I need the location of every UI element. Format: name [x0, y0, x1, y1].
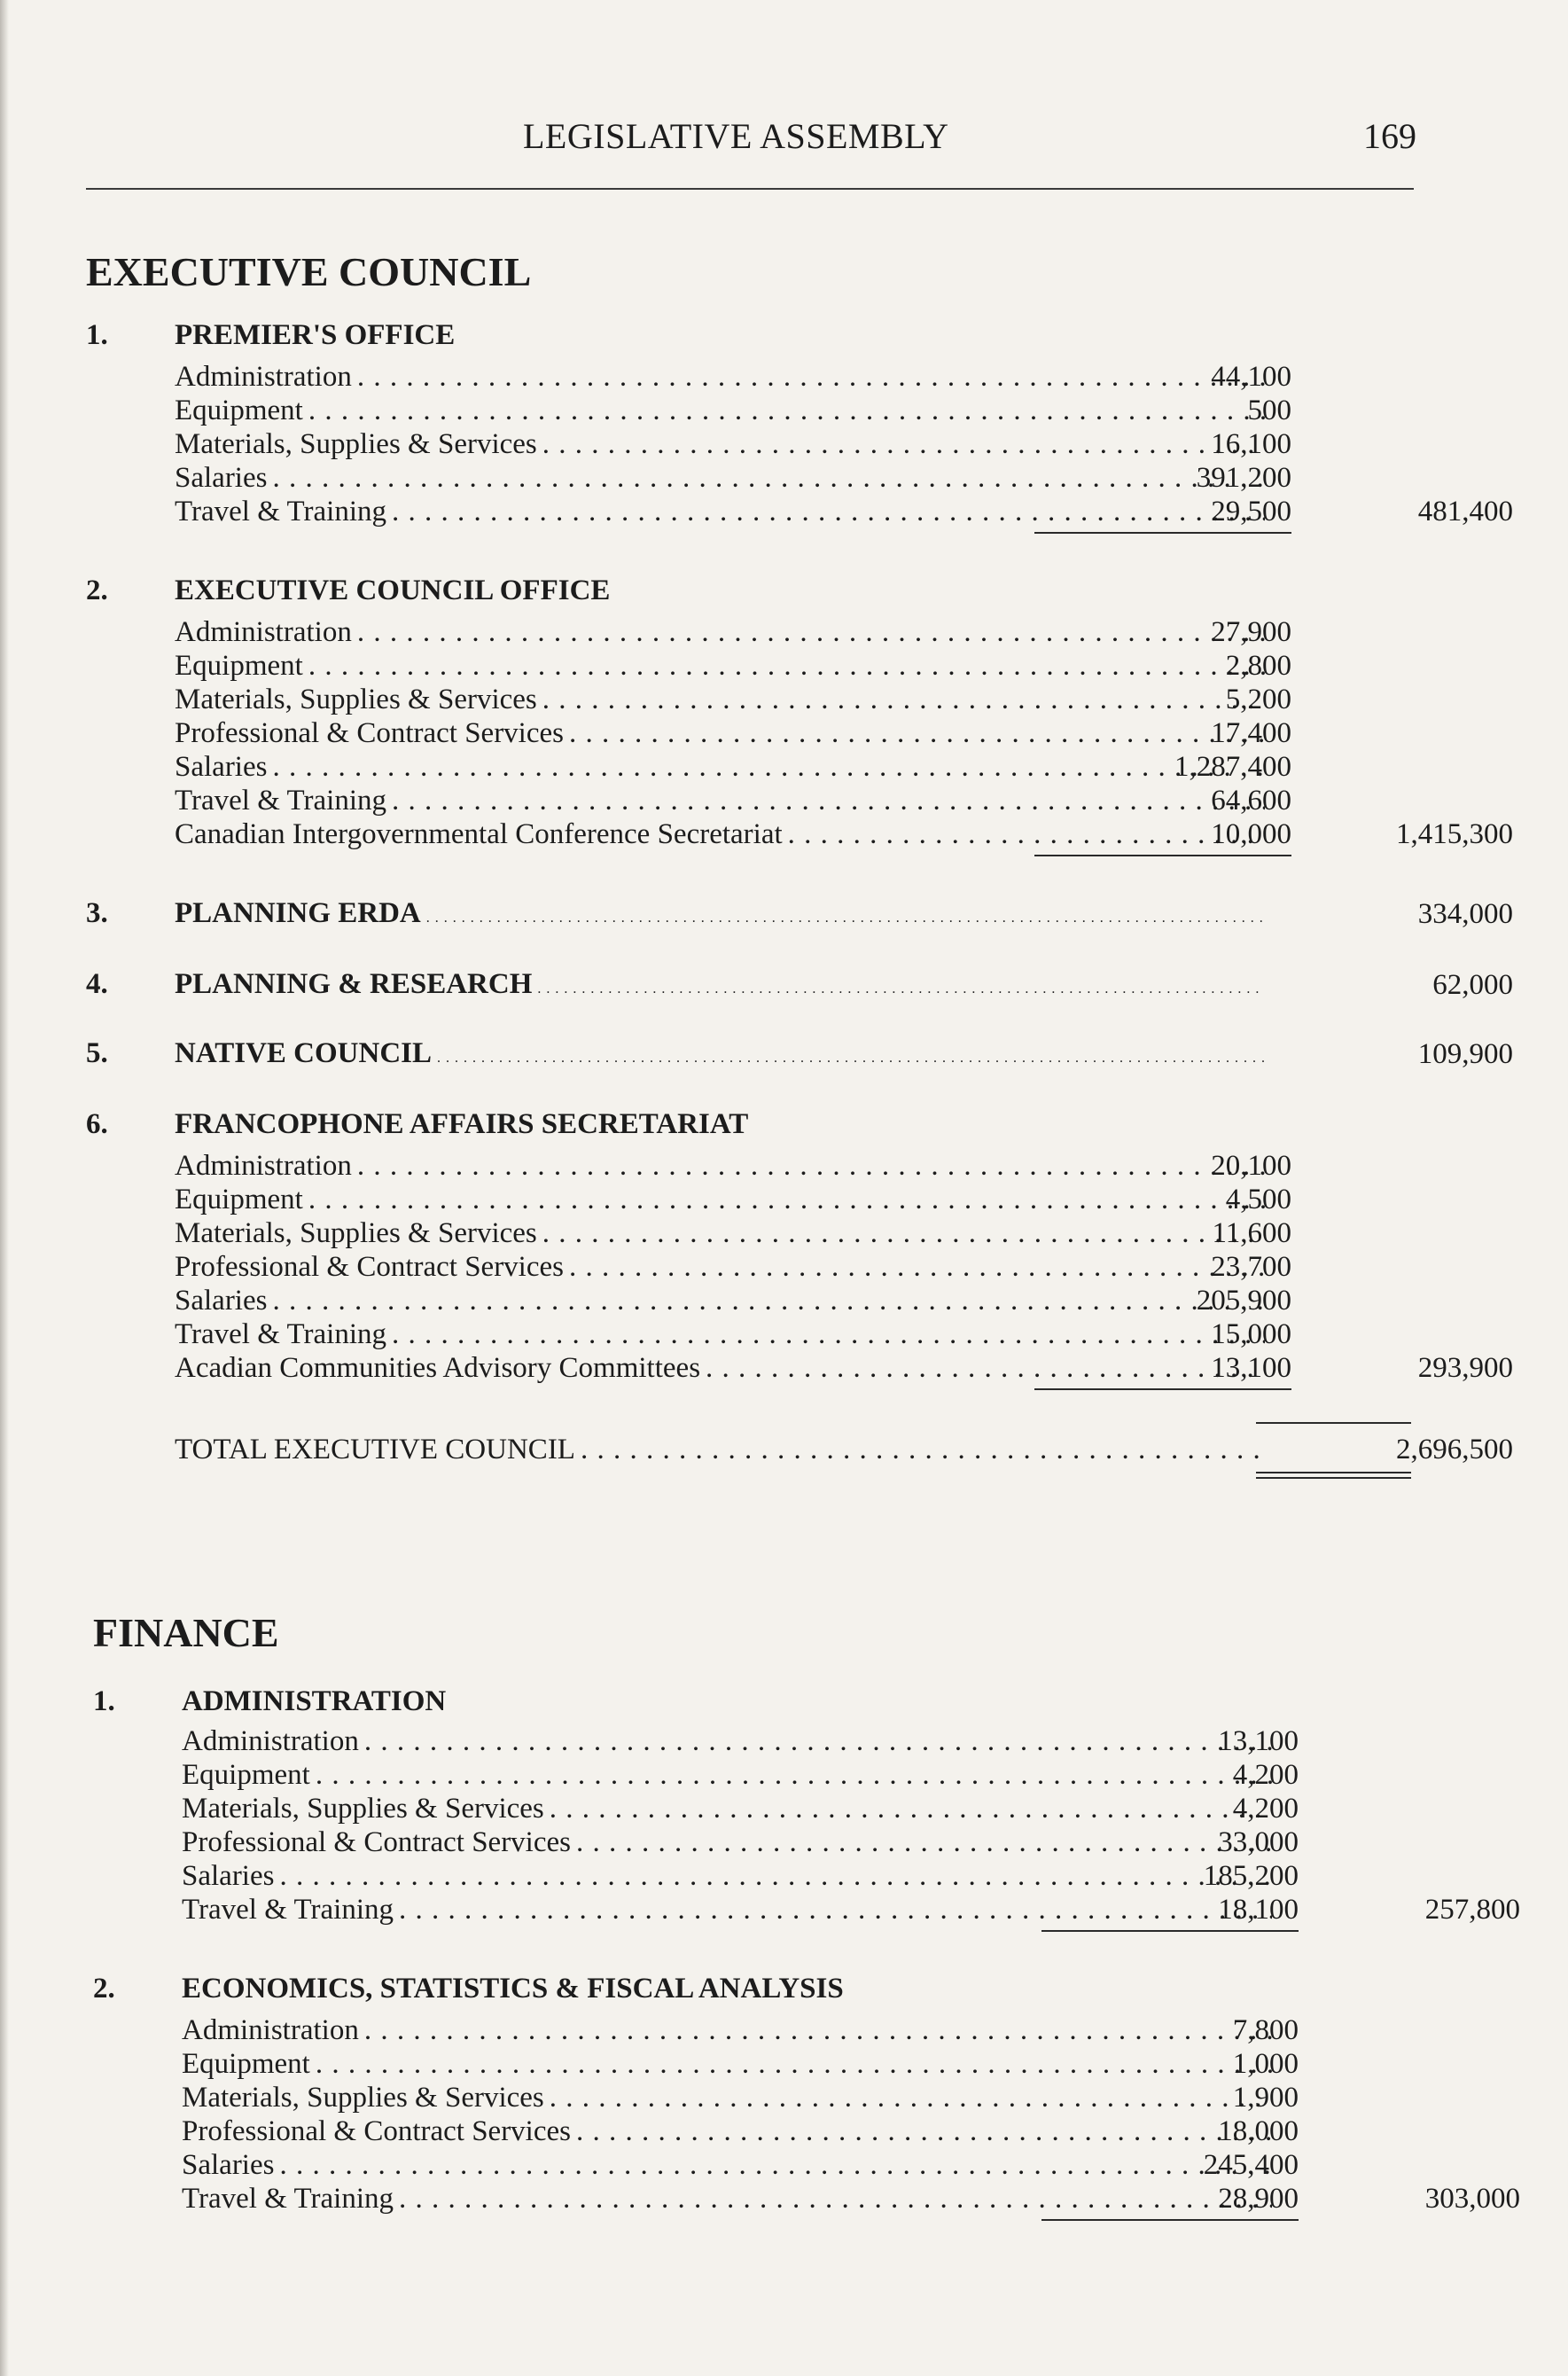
item-title: NATIVE COUNCIL [175, 1037, 433, 1069]
grand-total-double-rule-2 [1256, 1477, 1411, 1479]
line-label: Salaries [182, 2149, 275, 2181]
item-total: 303,000 [1424, 2183, 1520, 2215]
line-amount: 1,000 [1232, 2048, 1299, 2080]
line-label: Salaries [175, 751, 268, 783]
running-title: LEGISLATIVE ASSEMBLY [523, 116, 949, 156]
item-title: EXECUTIVE COUNCIL OFFICE [175, 574, 611, 606]
grand-total-double-rule-1 [1256, 1472, 1411, 1473]
page-number: 169 [1363, 116, 1416, 156]
line-amount: 185,200 [1203, 1860, 1299, 1892]
line-amount: 4,200 [1232, 1793, 1299, 1825]
line-amount: 205,900 [1196, 1285, 1291, 1317]
line-label: Administration [175, 616, 352, 648]
item-number: 1. [93, 1685, 115, 1717]
running-header [0, 115, 1568, 168]
grand-total-line [175, 1433, 1274, 1466]
line-amount: 28,900 [1218, 2183, 1299, 2215]
line-label: Equipment [182, 1759, 310, 1791]
dot-leader [426, 911, 1265, 926]
dot-leader [537, 981, 1265, 997]
item-title: ADMINISTRATION [182, 1685, 447, 1717]
line-amount: 11,600 [1212, 1217, 1291, 1249]
item-total: 481,400 [1417, 496, 1513, 528]
line-label: Canadian Intergovernmental Conference Secretariat [175, 818, 783, 850]
item-total: 293,900 [1417, 1352, 1513, 1384]
line-amount: 391,200 [1196, 462, 1291, 494]
subtotal-rule [1034, 532, 1291, 534]
line-label: Salaries [182, 1860, 275, 1892]
line-label: Travel & Training [182, 1894, 394, 1926]
item-number: 1. [86, 319, 108, 351]
line-amount: 23,700 [1211, 1251, 1291, 1283]
item-title: PREMIER'S OFFICE [175, 319, 456, 351]
item-number: 5. [86, 1037, 108, 1069]
section-title: EXECUTIVE COUNCIL [86, 249, 532, 294]
line-label: Travel & Training [175, 1318, 386, 1350]
line-label: Professional & Contract Services [175, 717, 564, 749]
page-edge-shadow [0, 0, 9, 2376]
line-label: Professional & Contract Services [175, 1251, 564, 1283]
item-number: 2. [93, 1973, 115, 2005]
line-amount: 29,500 [1211, 496, 1291, 528]
line-amount: 15,000 [1211, 1318, 1291, 1350]
line-amount: 245,400 [1203, 2149, 1299, 2181]
line-label: Materials, Supplies & Services [175, 1217, 537, 1249]
line-label: Professional & Contract Services [182, 2115, 571, 2147]
line-amount: 7,800 [1232, 2014, 1299, 2046]
item-number: 6. [86, 1108, 108, 1140]
item-total: 62,000 [1432, 969, 1513, 1001]
line-label: Equipment [175, 395, 303, 426]
line-amount: 33,000 [1218, 1826, 1299, 1858]
line-label: Salaries [175, 1285, 268, 1317]
line-amount: 16,100 [1211, 428, 1291, 460]
dot-leader [437, 1051, 1265, 1067]
line-label: Acadian Communities Advisory Committees [175, 1352, 701, 1384]
line-label: Travel & Training [182, 2183, 394, 2215]
item-number: 4. [86, 968, 108, 1000]
line-label: Administration [182, 2014, 359, 2046]
line-amount: 64,600 [1211, 785, 1291, 817]
grand-total-amount: 2,696,500 [1396, 1434, 1513, 1465]
subtotal-rule [1041, 1930, 1299, 1932]
line-label: Administration [182, 1725, 359, 1757]
line-label: Equipment [175, 1184, 303, 1215]
line-label: Materials, Supplies & Services [182, 2082, 544, 2114]
line-label: Materials, Supplies & Services [175, 684, 537, 715]
header-rule [86, 188, 1414, 190]
line-label: Equipment [182, 2048, 310, 2080]
item-number: 3. [86, 897, 108, 929]
item-total: 257,800 [1424, 1894, 1520, 1926]
line-amount: 500 [1247, 395, 1291, 426]
line-amount: 13,100 [1218, 1725, 1299, 1757]
line-label: Travel & Training [175, 785, 386, 817]
line-label: Materials, Supplies & Services [182, 1793, 544, 1825]
subtotal-rule [1041, 2219, 1299, 2221]
item-title-row [175, 968, 1274, 1004]
line-amount: 17,400 [1211, 717, 1291, 749]
section-title: FINANCE [93, 1610, 279, 1655]
item-title-row [175, 1037, 1274, 1073]
item-total: 1,415,300 [1396, 818, 1513, 850]
item-title: ECONOMICS, STATISTICS & FISCAL ANALYSIS [182, 1973, 844, 2005]
line-amount: 18,100 [1218, 1894, 1299, 1926]
subtotal-rule [1034, 1388, 1291, 1390]
grand-total-top-rule [1256, 1422, 1411, 1424]
line-amount: 4,200 [1232, 1759, 1299, 1791]
item-title: PLANNING & RESEARCH [175, 968, 533, 1000]
line-amount: 5,200 [1225, 684, 1291, 715]
line-label: Administration [175, 361, 352, 393]
line-amount: 2,800 [1225, 650, 1291, 682]
line-amount: 4,500 [1225, 1184, 1291, 1215]
line-label: Travel & Training [175, 496, 386, 528]
item-title: FRANCOPHONE AFFAIRS SECRETARIAT [175, 1108, 749, 1140]
line-label: Administration [175, 1150, 352, 1182]
line-amount: 10,000 [1211, 818, 1291, 850]
line-label: Salaries [175, 462, 268, 494]
line-amount: 1,900 [1232, 2082, 1299, 2114]
line-amount: 27,900 [1211, 616, 1291, 648]
item-total: 334,000 [1417, 898, 1513, 930]
line-amount: 20,100 [1211, 1150, 1291, 1182]
line-amount: 18,000 [1218, 2115, 1299, 2147]
item-title: PLANNING ERDA [175, 897, 421, 929]
line-label: Materials, Supplies & Services [175, 428, 537, 460]
line-amount: 13,100 [1211, 1352, 1291, 1384]
line-label: Professional & Contract Services [182, 1826, 571, 1858]
dot-leader [581, 1433, 1265, 1466]
item-number: 2. [86, 574, 108, 606]
grand-total-label: TOTAL EXECUTIVE COUNCIL [175, 1434, 575, 1465]
subtotal-rule [1034, 855, 1291, 856]
line-amount: 1,287,400 [1174, 751, 1291, 783]
item-total: 109,900 [1417, 1038, 1513, 1070]
line-label: Equipment [175, 650, 303, 682]
item-title-row [175, 897, 1274, 933]
line-amount: 44,100 [1211, 361, 1291, 393]
